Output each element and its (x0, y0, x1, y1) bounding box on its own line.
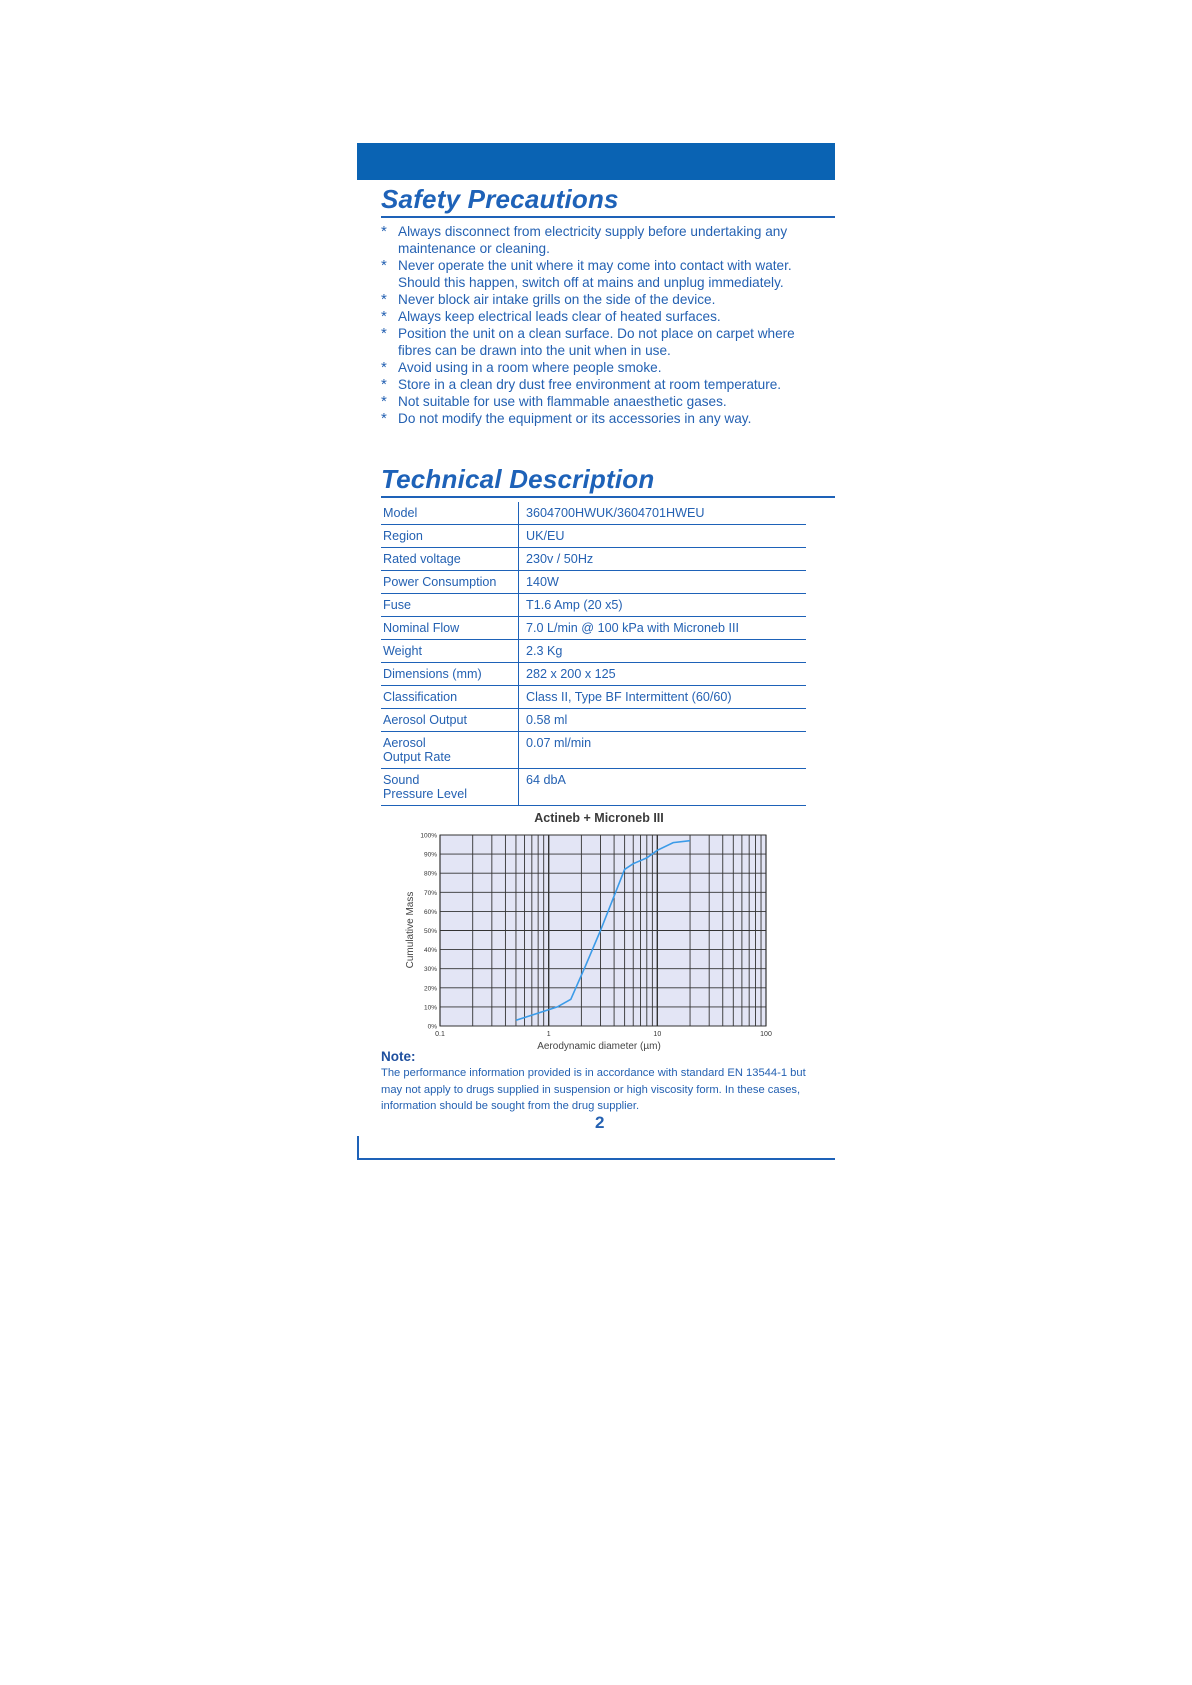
spec-label: Power Consumption (381, 571, 519, 594)
safety-list (381, 223, 821, 427)
safety-item-text: Do not modify the equipment or its accessories in any way. (398, 411, 752, 426)
spec-value: Class II, Type BF Intermittent (60/60) (519, 686, 807, 709)
spec-row (381, 640, 806, 663)
y-tick-label: 20% (423, 985, 437, 993)
safety-item (381, 410, 821, 427)
asterisk-bullet-icon: * (381, 308, 387, 325)
safety-item-text: Store in a clean dry dust free environment at room temperature. (398, 377, 782, 392)
spec-label: Aerosol Output (381, 709, 519, 732)
spec-value: 64 dbA (519, 769, 807, 806)
safety-item-text: Never block air intake grills on the side of the device. (398, 292, 716, 307)
spec-row (381, 663, 806, 686)
x-tick-label: 100 (760, 1031, 772, 1038)
safety-title-rule (381, 216, 835, 218)
spec-row (381, 502, 806, 525)
x-tick-label: 10 (653, 1031, 662, 1038)
spec-value: 0.58 ml (519, 709, 807, 732)
safety-item-text: Never operate the unit where it may come into contact with water. Should this happen, switch off at mains and unplug immediately. (398, 258, 792, 290)
safety-item (381, 393, 821, 410)
spec-row (381, 525, 806, 548)
safety-item (381, 257, 821, 291)
spec-row (381, 571, 806, 594)
spec-value: 0.07 ml/min (519, 732, 807, 769)
safety-item (381, 359, 821, 376)
x-tick-label: 0.1 (435, 1031, 445, 1038)
technical-title: Technical Description (381, 464, 655, 494)
asterisk-bullet-icon: * (381, 359, 387, 376)
spec-value: 140W (519, 571, 807, 594)
y-tick-label: 90% (423, 851, 437, 859)
spec-row (381, 732, 806, 769)
safety-item (381, 325, 821, 359)
y-tick-label: 0% (427, 1023, 437, 1031)
x-tick-labels (435, 1031, 772, 1038)
bottom-left-rule (357, 1136, 359, 1160)
spec-value: 282 x 200 x 125 (519, 663, 807, 686)
asterisk-bullet-icon: * (381, 325, 387, 342)
safety-item (381, 223, 821, 257)
spec-label: Weight (381, 640, 519, 663)
safety-item-text: Not suitable for use with flammable anaesthetic gases. (398, 394, 727, 409)
header-bar (357, 143, 835, 180)
spec-row (381, 594, 806, 617)
leaflet-page (357, 143, 835, 1160)
y-tick-label: 80% (423, 870, 437, 878)
spec-label: Rated voltage (381, 548, 519, 571)
asterisk-bullet-icon: * (381, 393, 387, 410)
safety-item-text: Avoid using in a room where people smoke. (398, 360, 662, 375)
spec-row (381, 709, 806, 732)
spec-label: Fuse (381, 594, 519, 617)
x-tick-label: 1 (546, 1031, 551, 1038)
spec-value: 230v / 50Hz (519, 548, 807, 571)
spec-value: 2.3 Kg (519, 640, 807, 663)
spec-label: Aerosol Output Rate (381, 732, 519, 769)
y-tick-labels (420, 833, 437, 1031)
asterisk-bullet-icon: * (381, 257, 387, 274)
spec-value: 7.0 L/min @ 100 kPa with Microneb III (519, 617, 807, 640)
x-axis-label: Aerodynamic diameter (µm) (537, 1041, 661, 1052)
spec-value: 3604700HWUK/3604701HWEU (519, 502, 807, 525)
y-axis-label: Cumulative Mass (405, 891, 416, 969)
safety-item (381, 291, 821, 308)
spec-label: Nominal Flow (381, 617, 519, 640)
safety-item (381, 308, 821, 325)
y-tick-label: 60% (423, 908, 437, 916)
y-tick-label: 100% (420, 832, 437, 840)
spec-label: Dimensions (mm) (381, 663, 519, 686)
particle-size-chart (357, 808, 835, 1052)
technical-title-rule (381, 496, 835, 498)
spec-row (381, 548, 806, 571)
y-tick-label: 50% (423, 928, 437, 935)
asterisk-bullet-icon: * (381, 223, 387, 240)
safety-item-text: Position the unit on a clean surface. Do not place on carpet where fibres can be drawn into the unit when in use. (398, 326, 795, 358)
y-tick-label: 70% (423, 889, 437, 897)
y-tick-label: 30% (423, 966, 437, 974)
safety-title: Safety Precautions (381, 184, 619, 214)
spec-label: Region (381, 525, 519, 548)
safety-item (381, 376, 821, 393)
spec-row (381, 769, 806, 806)
spec-table (381, 502, 806, 806)
asterisk-bullet-icon: * (381, 410, 387, 427)
spec-value: UK/EU (519, 525, 807, 548)
safety-item-text: Always disconnect from electricity supply before undertaking any maintenance or cleaning. (398, 224, 788, 256)
asterisk-bullet-icon: * (381, 291, 387, 308)
page-number: 2 (595, 1113, 605, 1132)
spec-value: T1.6 Amp (20 x5) (519, 594, 807, 617)
chart-title: Actineb + Microneb III (534, 811, 664, 825)
bottom-rule (357, 1158, 835, 1160)
safety-item-text: Always keep electrical leads clear of heated surfaces. (398, 309, 721, 324)
note-heading: Note: (381, 1049, 416, 1064)
spec-label: Sound Pressure Level (381, 769, 519, 806)
spec-row (381, 686, 806, 709)
spec-row (381, 617, 806, 640)
asterisk-bullet-icon: * (381, 376, 387, 393)
y-tick-label: 10% (423, 1004, 437, 1012)
note-text: The performance information provided is in accordance with standard EN 13544-1 but may not apply to drugs supplied in suspension or high viscosity form. In these cases, information should be sought from the drug supplier. (381, 1067, 806, 1112)
spec-label: Model (381, 502, 519, 525)
spec-label: Classification (381, 686, 519, 709)
y-tick-label: 40% (423, 947, 437, 955)
